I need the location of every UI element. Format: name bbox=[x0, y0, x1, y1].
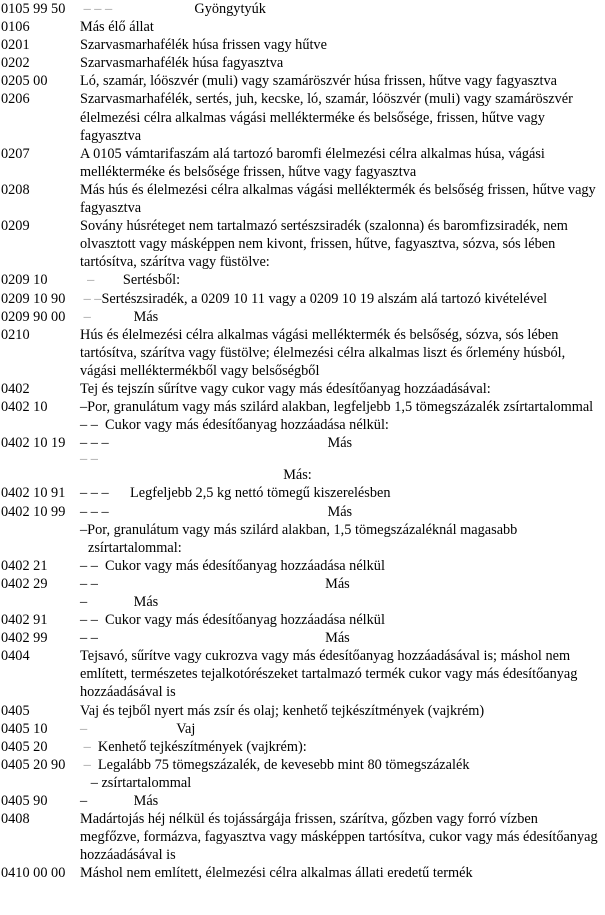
indent-dash: – – bbox=[80, 417, 98, 434]
indent-dash: – – – bbox=[80, 435, 109, 452]
description: Tejsavó, sűrítve vagy cukrozva vagy más édesítőanyag hozzáadásával is; máshol nem említett, természetes tejalkotórészeket tartalmazó termék cukor vagy más édesítőanyag hozzáadásával is bbox=[80, 648, 578, 701]
tariff-code: 0404 bbox=[1, 648, 30, 665]
tariff-code: 0206 bbox=[1, 91, 30, 108]
indent-dash: – – – bbox=[80, 1, 113, 17]
indent-dash: – – bbox=[80, 612, 98, 629]
tariff-code: 0405 20 90 bbox=[1, 756, 66, 773]
list-item bbox=[1, 36, 605, 54]
list-item bbox=[1, 452, 605, 484]
list-item bbox=[1, 738, 605, 756]
description: Vaj és tejből nyert más zsír és olaj; kenhető tejkészítmények (vajkrém) bbox=[80, 702, 485, 719]
tariff-code: 0408 bbox=[1, 811, 30, 828]
description: Cukor vagy más édesítőanyag hozzáadása nélkül bbox=[105, 612, 385, 629]
description: Más bbox=[327, 435, 353, 452]
indent-dash: – bbox=[80, 793, 88, 810]
description: Legfeljebb 2,5 kg nettó tömegű kiszerelésben bbox=[130, 485, 391, 502]
list-item bbox=[1, 756, 605, 792]
list-item bbox=[1, 629, 605, 647]
description: Tej és tejszín sűrítve vagy cukor vagy más édesítőanyag hozzáadásával: bbox=[80, 380, 491, 397]
description: Hús és élelmezési célra alkalmas vágási melléktermék és belsőség, sózva, sós lében tartósítva, szárítva vagy füstölve; élelmezési célra alkalmas liszt és őrlemény húsból, vágási melléktermékből vagy belsőségből bbox=[80, 326, 566, 379]
description: Sovány húsréteget nem tartalmazó sertészsiradék (szalonna) és baromfizsiradék, nem olvasztott vagy másképpen nem kivont, frissen, hűtve, fagyasztva, sózva, sós lében tartósítva, szárítva vagy füstölve: bbox=[80, 218, 568, 271]
tariff-code: 0402 10 91 bbox=[1, 485, 66, 502]
description: Cukor vagy más édesítőanyag hozzáadása nélkül: bbox=[105, 417, 389, 434]
tariff-code: 0207 bbox=[1, 145, 30, 162]
description: Más bbox=[325, 575, 350, 592]
indent-dash: – – bbox=[80, 290, 102, 307]
tariff-code: 0402 10 19 bbox=[1, 435, 66, 452]
indent-dash: – – bbox=[80, 451, 98, 468]
list-item bbox=[1, 720, 605, 738]
list-item bbox=[1, 702, 605, 720]
tariff-code: 0402 10 99 bbox=[1, 503, 66, 520]
list-item bbox=[1, 484, 605, 502]
list-item bbox=[1, 72, 605, 90]
tariff-code: 0410 00 00 bbox=[1, 865, 66, 882]
indent-dash: – – – bbox=[80, 503, 109, 520]
description-continuation: – zsírtartalommal bbox=[90, 774, 192, 791]
description: Szarvasmarhafélék húsa fagyasztva bbox=[80, 55, 284, 72]
list-item bbox=[1, 326, 605, 380]
tariff-code: 0202 bbox=[1, 55, 30, 72]
list-item bbox=[1, 217, 605, 271]
tariff-code: 0209 90 00 bbox=[1, 308, 66, 325]
tariff-code bbox=[1, 452, 80, 484]
description: Más: bbox=[283, 467, 312, 484]
indent-dash: – bbox=[80, 738, 91, 755]
indent-dash: – bbox=[80, 594, 88, 610]
indent-dash: – bbox=[80, 521, 88, 538]
description: Madártojás héj nélkül és tojássárgája frissen, szárítva, gőzben vagy forró vízben megfőzve, formázva, fagyasztva vagy másképpen tartósítva, cukor vagy más édesítőanyag hozzáadásával is bbox=[80, 811, 598, 864]
list-item bbox=[1, 416, 605, 434]
indent-dash: – bbox=[80, 308, 91, 325]
tariff-code: 0105 99 50 bbox=[1, 1, 66, 17]
list-item bbox=[1, 575, 605, 593]
description: Gyöngytyúk bbox=[194, 1, 266, 17]
list-item bbox=[1, 18, 605, 36]
list-item bbox=[1, 271, 605, 289]
list-item bbox=[1, 398, 605, 416]
indent-dash: – – bbox=[80, 575, 98, 592]
description: Más hús és élelmezési célra alkalmas vágási melléktermék és belsőség frissen, hűtve vagy fagyasztva bbox=[80, 181, 596, 217]
list-item bbox=[1, 864, 605, 882]
description: Cukor vagy más édesítőanyag hozzáadása nélkül bbox=[105, 557, 385, 574]
tariff-code: 0210 bbox=[1, 326, 30, 343]
description: Vaj bbox=[176, 720, 196, 737]
list-item bbox=[1, 90, 605, 144]
tariff-code: 0405 90 bbox=[1, 793, 48, 810]
tariff-code bbox=[1, 521, 80, 557]
list-item bbox=[1, 593, 605, 611]
tariff-code bbox=[1, 416, 80, 434]
description: Kenhető tejkészítmények (vajkrém): bbox=[97, 738, 307, 755]
description: Sertésből: bbox=[122, 272, 181, 289]
indent-dash: – – bbox=[80, 630, 98, 647]
list-item bbox=[1, 290, 605, 308]
description: Más élő állat bbox=[80, 19, 154, 36]
tariff-code: 0209 10 bbox=[1, 272, 48, 289]
indent-dash: – – – bbox=[80, 485, 109, 502]
indent-dash: – bbox=[80, 272, 95, 289]
list-item bbox=[1, 380, 605, 398]
tariff-code: 0209 bbox=[1, 218, 30, 235]
tariff-code bbox=[1, 593, 80, 611]
tariff-code: 0402 21 bbox=[1, 557, 48, 574]
list-item bbox=[1, 54, 605, 72]
list-item bbox=[1, 181, 605, 217]
tariff-code: 0402 10 bbox=[1, 399, 48, 416]
tariff-code: 0205 00 bbox=[1, 73, 48, 90]
description: Szarvasmarhafélék, sertés, juh, kecske, ló, szamár, lóöszvér (muli) vagy szamáröszvér élelmezési célra alkalmas vágási mellékterméke és belsősége, frissen, hűtve vagy fagyasztva bbox=[80, 91, 573, 144]
list-item bbox=[1, 557, 605, 575]
list-item bbox=[1, 145, 605, 181]
tariff-code: 0201 bbox=[1, 37, 30, 54]
list-item bbox=[1, 503, 605, 521]
list-item bbox=[1, 434, 605, 452]
description: Máshol nem említett, élelmezési célra alkalmas állati eredetű termék bbox=[80, 865, 473, 882]
list-item bbox=[1, 611, 605, 629]
tariff-code: 0208 bbox=[1, 181, 30, 198]
description: Más bbox=[133, 594, 159, 610]
description: Más bbox=[327, 503, 353, 520]
tariff-code: 0405 bbox=[1, 702, 30, 719]
description: Más bbox=[133, 793, 159, 810]
indent-dash: – bbox=[80, 720, 88, 737]
list-item bbox=[1, 647, 605, 701]
list-item bbox=[1, 308, 605, 326]
description: Sertészsiradék, a 0209 10 11 vagy a 0209 10 19 alszám alá tartozó kivételével bbox=[101, 290, 548, 307]
indent-dash: – bbox=[80, 399, 88, 416]
description: A 0105 vámtarifaszám alá tartozó baromfi élelmezési célra alkalmas húsa, vágási mellékterméke és belsősége frissen, hűtve vagy fagyasztva bbox=[80, 145, 545, 180]
tariff-code: 0402 bbox=[1, 380, 30, 397]
tariff-code: 0402 91 bbox=[1, 612, 48, 629]
indent-dash: – – bbox=[80, 557, 98, 574]
tariff-code: 0402 99 bbox=[1, 630, 48, 647]
tariff-code: 0402 29 bbox=[1, 575, 48, 592]
description: Szarvasmarhafélék húsa frissen vagy hűtve bbox=[80, 37, 327, 54]
tariff-code: 0106 bbox=[1, 19, 30, 36]
indent-dash: – bbox=[80, 756, 91, 773]
list-item bbox=[1, 521, 605, 557]
tariff-code: 0209 10 90 bbox=[1, 290, 66, 307]
description: Por, granulátum vagy más szilárd alakban, 1,5 tömegszázaléknál magasabb zsírtartalommal: bbox=[87, 521, 518, 556]
description: Más bbox=[325, 630, 350, 647]
description: Ló, szamár, lóöszvér (muli) vagy szamáröszvér húsa frissen, hűtve vagy fagyasztva bbox=[80, 73, 558, 90]
list-item bbox=[1, 792, 605, 810]
description: Legalább 75 tömegszázalék, de kevesebb mint 80 tömegszázalék bbox=[97, 756, 470, 773]
description: Por, granulátum vagy más szilárd alakban, legfeljebb 1,5 tömegszázalék zsírtartalommal bbox=[87, 399, 594, 416]
tariff-code: 0405 10 bbox=[1, 720, 48, 737]
list-item bbox=[1, 0, 605, 18]
list-item bbox=[1, 810, 605, 864]
description: Más bbox=[133, 308, 159, 325]
tariff-code: 0405 20 bbox=[1, 738, 48, 755]
